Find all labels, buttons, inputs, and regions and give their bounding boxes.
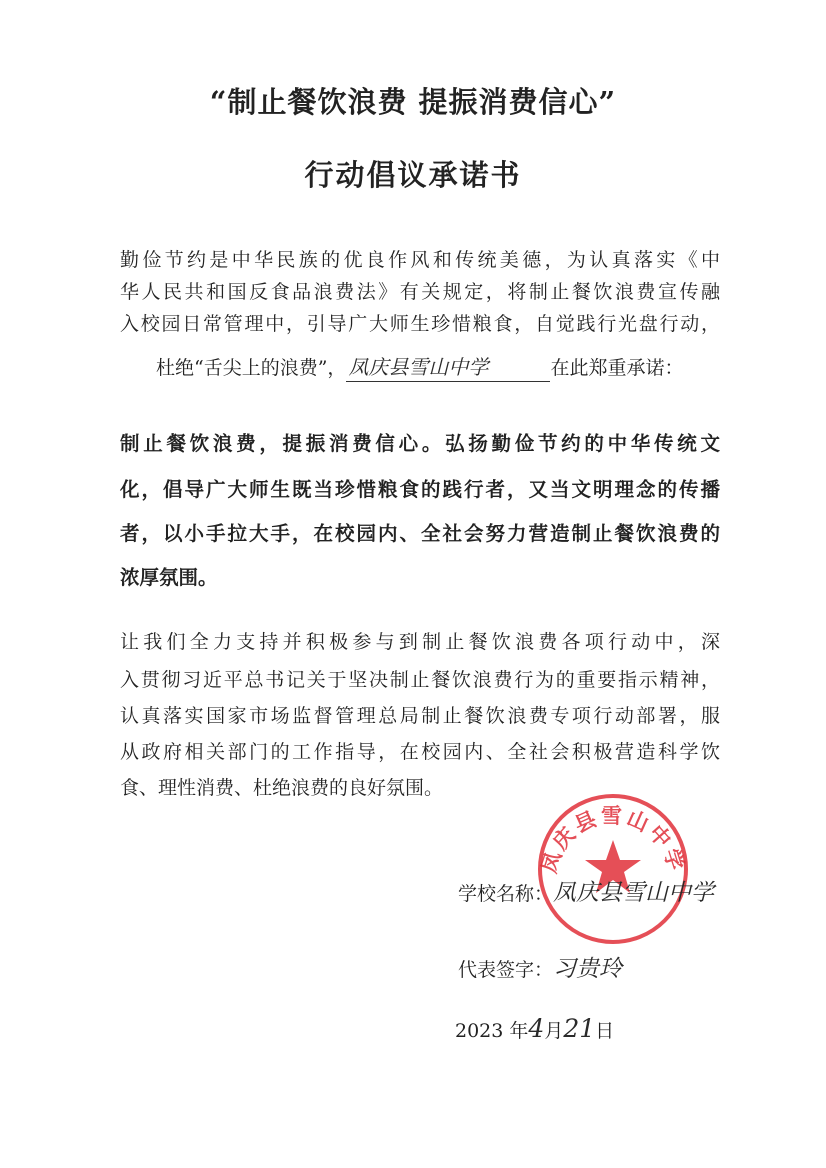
para2-line-3: 者，以小手拉大手，在校园内、全社会努力营造制止餐饮浪费的 [120,522,720,545]
para1-line-3: 入校园日常管理中，引导广大师生珍惜粮食，自觉践行光盘行动， [120,313,720,335]
handwritten-school-name: 凤庆县雪山中学 [348,355,489,379]
para1-line-4-start: 杜绝“舌尖上的浪费”， [156,357,347,379]
document-title-line-2: 行动倡议承诺书 [304,158,522,192]
para3-line-1: 让我们全力支持并积极参与到制止餐饮浪费各项行动中，深 [120,631,720,653]
date-row [455,1014,614,1043]
date-month-unit: 月 [544,1020,564,1042]
para2-line-1: 制止餐饮浪费，提振消费信心。弘扬勤俭节约的中华传统文 [120,432,720,455]
handwritten-representative-signature: 习贵玲 [553,956,623,982]
para3-line-5: 食、理性消费、杜绝浪费的良好氛围。 [120,777,444,799]
school-name-blank [346,354,550,382]
para2-line-4: 浓厚氛围。 [120,566,218,589]
date-year: 2023 年 [455,1020,529,1042]
official-seal [534,790,692,948]
handwritten-school-signature: 凤庆县雪山中学 [553,880,715,906]
para3-line-4: 从政府相关部门的工作指导，在校园内、全社会积极营造科学饮 [120,741,720,763]
para3-line-3: 认真落实国家市场监督管理总局制止餐饮浪费专项行动部署，服 [120,705,720,727]
handwritten-day: 21 [563,1014,596,1043]
para3-line-2: 入贯彻习近平总书记关于坚决制止餐饮浪费行为的重要指示精神， [120,669,720,691]
para1-line-4 [156,352,726,384]
para1-line-2: 华人民共和国反食品浪费法》有关规定，将制止餐饮浪费宣传融 [120,281,720,303]
date-day-unit: 日 [595,1020,615,1042]
seal-arc-text: 凤庆县雪山中学 [535,803,691,876]
representative-row [458,950,622,983]
para2-line-2: 化，倡导广大师生既当珍惜粮食的践行者，又当文明理念的传播 [120,478,720,501]
school-name-label: 学校名称： [458,883,554,905]
representative-label: 代表签字： [458,959,554,981]
para1-line-4-end: 在此郑重承诺： [550,357,684,379]
handwritten-month: 4 [528,1014,545,1043]
school-name-row [458,874,714,907]
document-title-line-1: “制止餐饮浪费 提振消费信心” [209,85,617,119]
para1-line-1: 勤俭节约是中华民族的优良作风和传统美德，为认真落实《中 [120,249,720,271]
